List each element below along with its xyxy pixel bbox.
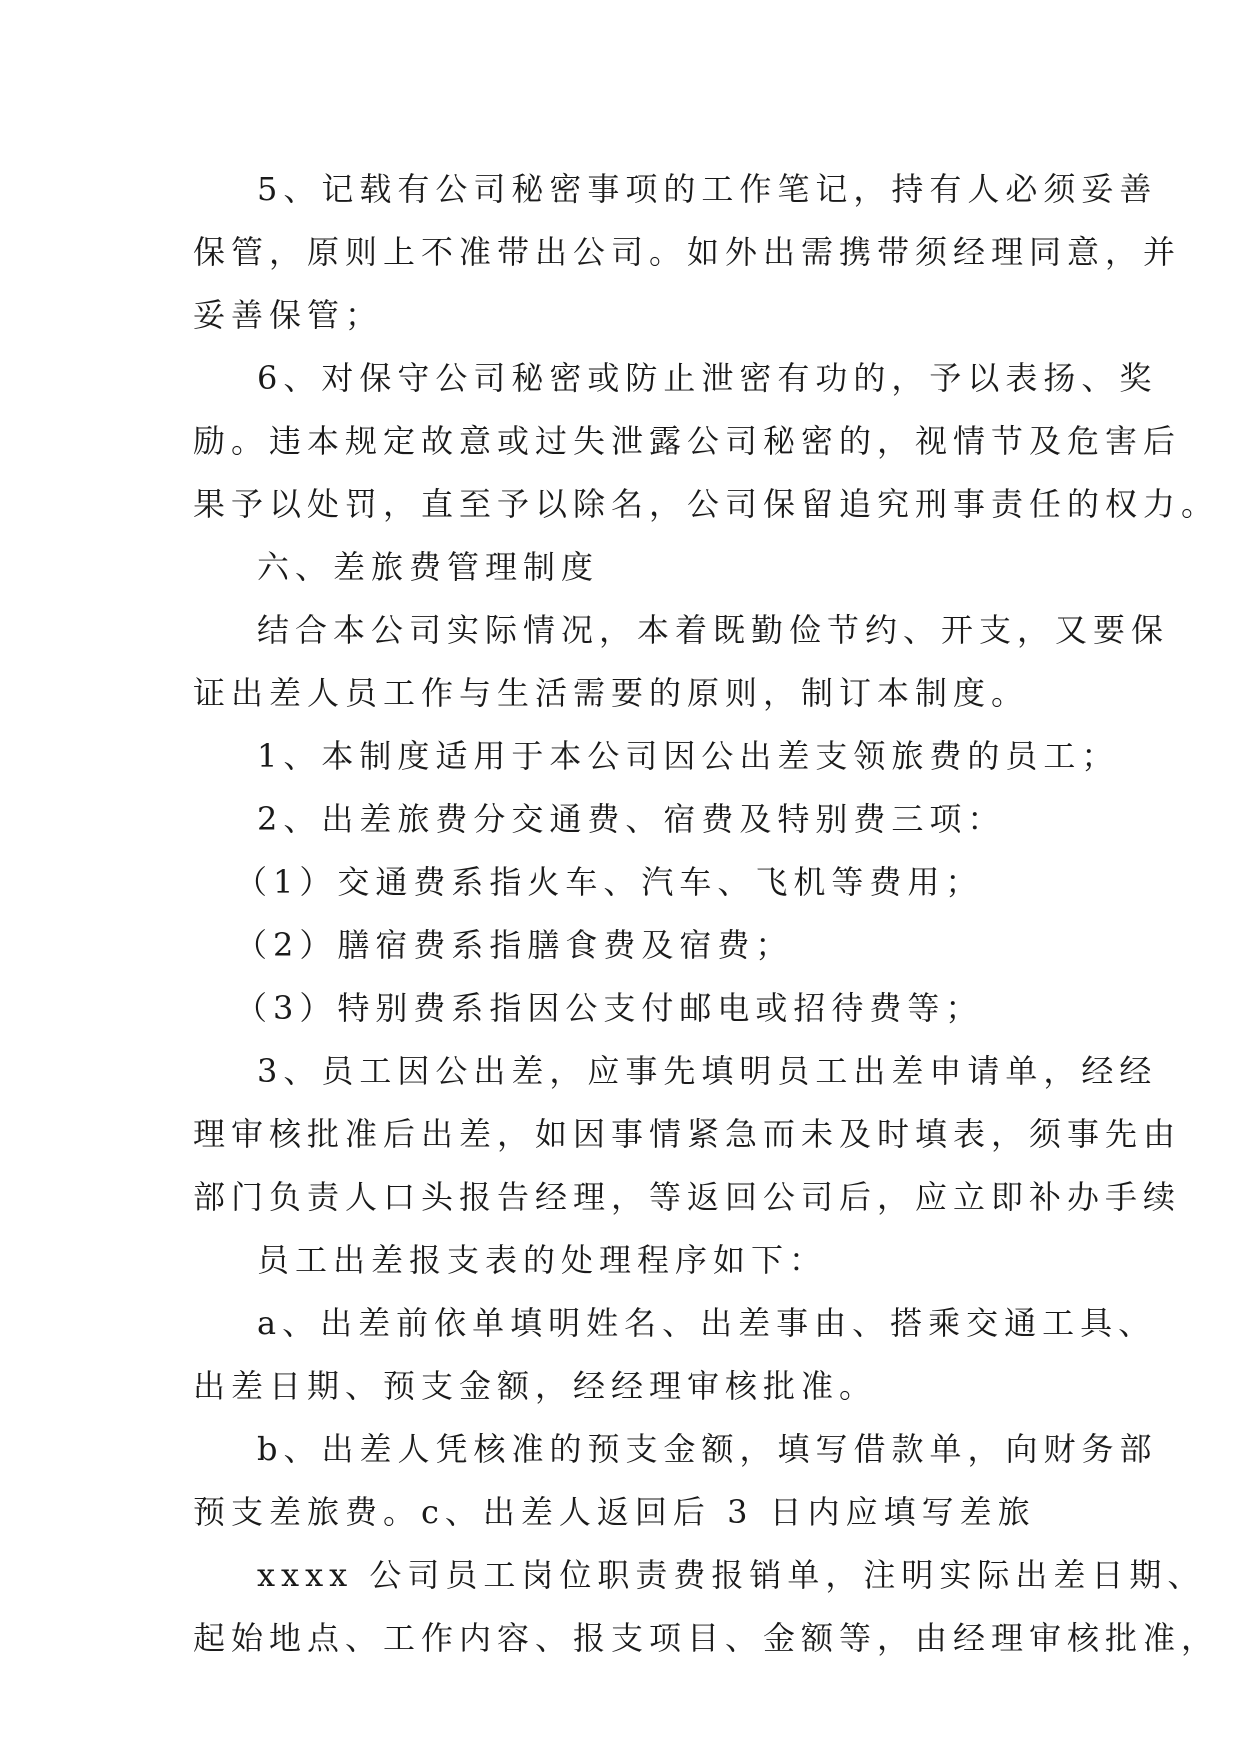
paragraph-line: （3）特别费系指因公支付邮电或招待费等； — [235, 989, 984, 1027]
paragraph-line: 保管，原则上不准带出公司。如外出需携带须经理同意，并 — [193, 233, 1182, 271]
paragraph-line: 2、出差旅费分交通费、宿费及特别费三项： — [257, 800, 1006, 838]
paragraph-line: 5、记载有公司秘密事项的工作笔记，持有人必须妥善 — [257, 170, 1158, 208]
paragraph-line: 部门负责人口头报告经理，等返回公司后，应立即补办手续 — [193, 1178, 1182, 1216]
paragraph-line: 结合本公司实际情况，本着既勤俭节约、开支，又要保 — [257, 611, 1170, 649]
paragraph-line: 证出差人员工作与生活需要的原则，制订本制度。 — [193, 674, 1030, 712]
paragraph-line: 起始地点、工作内容、报支项目、金额等，由经理审核批准， — [193, 1619, 1220, 1657]
paragraph-line: 出差日期、预支金额，经经理审核批准。 — [193, 1367, 878, 1405]
paragraph-line: xxxx 公司员工岗位职责费报销单，注明实际出差日期、 — [257, 1556, 1206, 1594]
paragraph-line: b、出差人凭核准的预支金额，填写借款单，向财务部 — [257, 1430, 1158, 1468]
section-heading: 六、差旅费管理制度 — [257, 548, 600, 586]
paragraph-line: 果予以处罚，直至予以除名，公司保留追究刑事责任的权力。 — [193, 485, 1220, 523]
paragraph-line: 励。违本规定故意或过失泄露公司秘密的，视情节及危害后 — [193, 422, 1182, 460]
paragraph-line: a、出差前依单填明姓名、出差事由、搭乘交通工具、 — [257, 1304, 1157, 1342]
paragraph-line: 6、对保守公司秘密或防止泄密有功的，予以表扬、奖 — [257, 359, 1158, 397]
paragraph-line: 妥善保管； — [193, 296, 384, 334]
paragraph-line: 理审核批准后出差，如因事情紧急而未及时填表，须事先由 — [193, 1115, 1182, 1153]
paragraph-line: （1）交通费系指火车、汽车、飞机等费用； — [235, 863, 984, 901]
paragraph-line: 预支差旅费。c、出差人返回后 3 日内应填写差旅 — [193, 1493, 1036, 1531]
paragraph-line: 3、员工因公出差，应事先填明员工出差申请单，经经 — [257, 1052, 1158, 1090]
paragraph-line: 1、本制度适用于本公司因公出差支领旅费的员工； — [257, 737, 1120, 775]
paragraph-line: 员工出差报支表的处理程序如下： — [257, 1241, 828, 1279]
document-body — [193, 158, 1220, 1670]
paragraph-line: （2）膳宿费系指膳食费及宿费； — [235, 926, 794, 964]
